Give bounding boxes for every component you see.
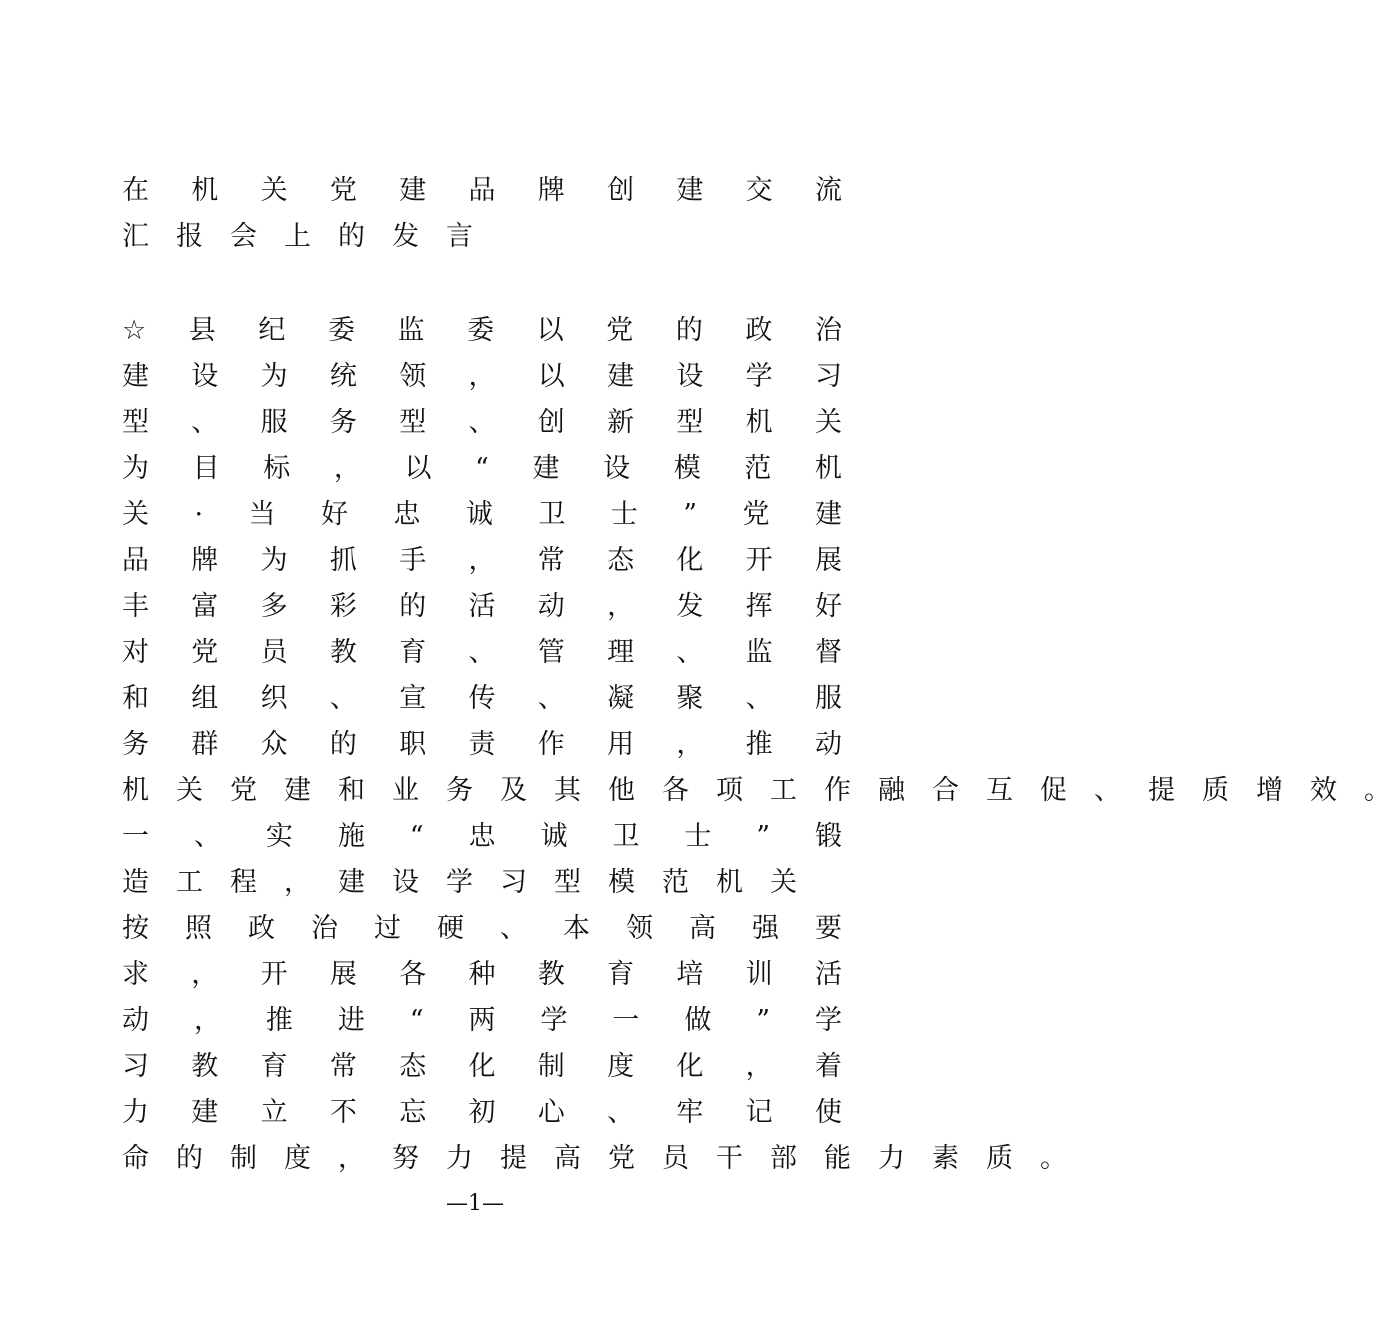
text-line: 对 党 员 教 育 、 管 理 、 监 督 — [122, 637, 842, 668]
document-title — [122, 168, 842, 260]
page-number: —1— — [446, 1191, 504, 1216]
text-line: 习 教 育 常 态 化 制 度 化 ， 着 — [122, 1051, 842, 1082]
text-line: 力 建 立 不 忘 初 心 、 牢 记 使 — [122, 1097, 842, 1128]
document-body — [122, 308, 1391, 1182]
text-line: 动 ， 推 进 “ 两 学 一 做 ” 学 — [122, 1005, 842, 1036]
text-line: 求 ， 开 展 各 种 教 育 培 训 活 — [122, 959, 842, 990]
text-line: 机 关 党 建 和 业 务 及 其 他 各 项 工 作 融 合 互 促 、 提 质 增 效 。 — [122, 775, 1391, 806]
text-line: 一 、 实 施 “ 忠 诚 卫 士 ” 锻 — [122, 821, 842, 852]
text-line: 丰 富 多 彩 的 活 动 ， 发 挥 好 — [122, 591, 842, 622]
text-line: 命 的 制 度 ， 努 力 提 高 党 员 干 部 能 力 素 质 。 — [122, 1143, 1067, 1174]
text-line: 型 、 服 务 型 、 创 新 型 机 关 — [122, 407, 842, 438]
text-line: 在 机 关 党 建 品 牌 创 建 交 流 — [122, 175, 842, 206]
section-heading-1 — [122, 814, 842, 906]
text-line: 务 群 众 的 职 责 作 用 ， 推 动 — [122, 729, 842, 760]
text-line: ☆ 县 纪 委 监 委 以 党 的 政 治 — [122, 315, 842, 346]
text-line: 关 · 当 好 忠 诚 卫 士 ” 党 建 — [122, 499, 842, 530]
text-line: 汇 报 会 上 的 发 言 — [122, 221, 473, 252]
paragraph-section-1 — [122, 906, 1067, 1182]
text-line: 品 牌 为 抓 手 ， 常 态 化 开 展 — [122, 545, 842, 576]
text-line: 建 设 为 统 领 ， 以 建 设 学 习 — [122, 361, 842, 392]
text-line: 造 工 程 ， 建 设 学 习 型 模 范 机 关 — [122, 867, 797, 898]
text-line: 为 目 标 ， 以 “ 建 设 模 范 机 — [122, 453, 842, 484]
paragraph-intro — [122, 308, 1391, 814]
text-line: 和 组 织 、 宣 传 、 凝 聚 、 服 — [122, 683, 842, 714]
text-line: 按 照 政 治 过 硬 、 本 领 高 强 要 — [122, 913, 842, 944]
